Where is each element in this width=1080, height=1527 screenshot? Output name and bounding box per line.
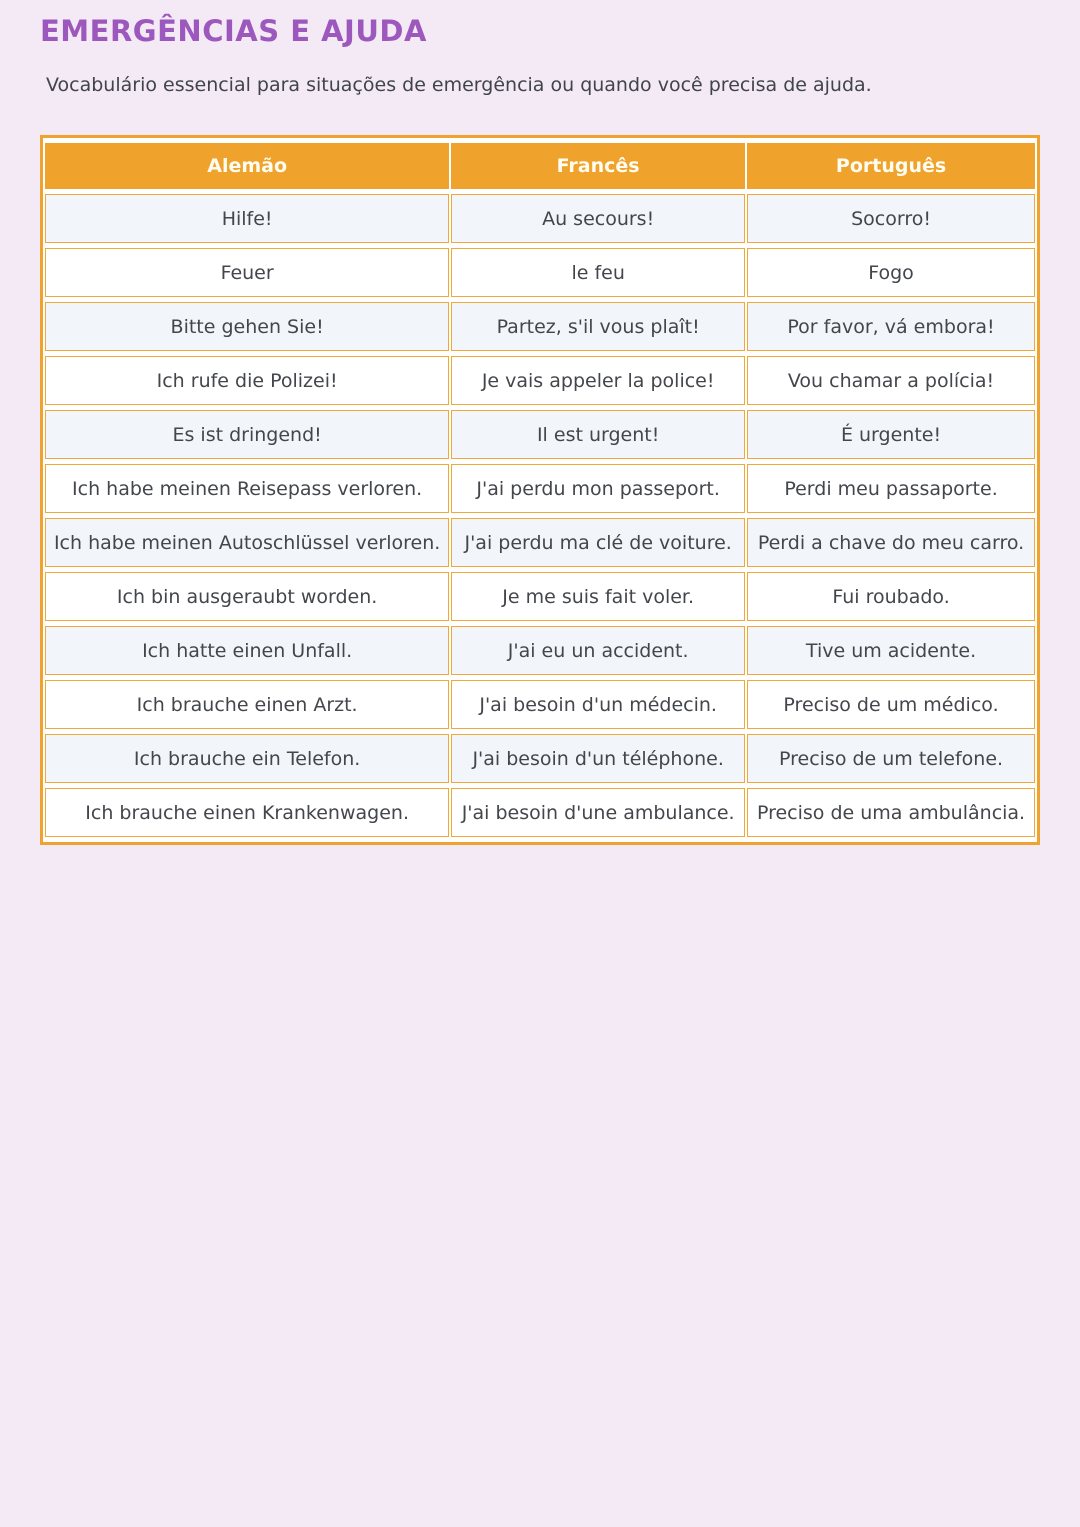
table-cell: Fui roubado. (747, 572, 1035, 621)
table-cell: Preciso de um telefone. (747, 734, 1035, 783)
table-cell: Por favor, vá embora! (747, 302, 1035, 351)
page-title: EMERGÊNCIAS E AJUDA (40, 14, 427, 48)
table-cell: le feu (451, 248, 745, 297)
page-subtitle: Vocabulário essencial para situações de emergência ou quando você precisa de ajuda. (46, 73, 872, 96)
table-cell: J'ai perdu ma clé de voiture. (451, 518, 745, 567)
table-row (45, 680, 1035, 729)
table-row (45, 572, 1035, 621)
column-header-portugues: Português (747, 143, 1035, 189)
table-row (45, 734, 1035, 783)
table-cell: Bitte gehen Sie! (45, 302, 449, 351)
table-cell: Ich brauche einen Krankenwagen. (45, 788, 449, 837)
column-header-frances: Francês (451, 143, 745, 189)
table-row (45, 464, 1035, 513)
table-cell: Partez, s'il vous plaît! (451, 302, 745, 351)
table-cell: J'ai besoin d'un téléphone. (451, 734, 745, 783)
table-cell: Preciso de um médico. (747, 680, 1035, 729)
table-cell: Socorro! (747, 194, 1035, 243)
table-cell: Ich bin ausgeraubt worden. (45, 572, 449, 621)
table-body (45, 194, 1035, 837)
table-cell: Es ist dringend! (45, 410, 449, 459)
table-cell: Perdi meu passaporte. (747, 464, 1035, 513)
table-cell: Fogo (747, 248, 1035, 297)
table-cell: Ich habe meinen Autoschlüssel verloren. (45, 518, 449, 567)
table-cell: Ich habe meinen Reisepass verloren. (45, 464, 449, 513)
table-cell: J'ai besoin d'une ambulance. (451, 788, 745, 837)
table-row (45, 518, 1035, 567)
table-cell: Feuer (45, 248, 449, 297)
table-row (45, 248, 1035, 297)
vocabulary-table (40, 135, 1040, 845)
table-cell: Je me suis fait voler. (451, 572, 745, 621)
table-row (45, 626, 1035, 675)
column-header-alemao: Alemão (45, 143, 449, 189)
table-cell: Vou chamar a polícia! (747, 356, 1035, 405)
table-cell: Hilfe! (45, 194, 449, 243)
table-cell: J'ai eu un accident. (451, 626, 745, 675)
table-header-row (45, 143, 1035, 189)
table-cell: Il est urgent! (451, 410, 745, 459)
table-row (45, 194, 1035, 243)
table-cell: É urgente! (747, 410, 1035, 459)
table-row (45, 356, 1035, 405)
table-row (45, 410, 1035, 459)
table-cell: Ich brauche ein Telefon. (45, 734, 449, 783)
table-cell: Ich rufe die Polizei! (45, 356, 449, 405)
table-row (45, 302, 1035, 351)
table-cell: Preciso de uma ambulância. (747, 788, 1035, 837)
table-cell: Ich brauche einen Arzt. (45, 680, 449, 729)
table-cell: J'ai besoin d'un médecin. (451, 680, 745, 729)
table-cell: Au secours! (451, 194, 745, 243)
table-cell: Tive um acidente. (747, 626, 1035, 675)
table-cell: Perdi a chave do meu carro. (747, 518, 1035, 567)
table-cell: Ich hatte einen Unfall. (45, 626, 449, 675)
table-cell: Je vais appeler la police! (451, 356, 745, 405)
table-cell: J'ai perdu mon passeport. (451, 464, 745, 513)
table-row (45, 788, 1035, 837)
